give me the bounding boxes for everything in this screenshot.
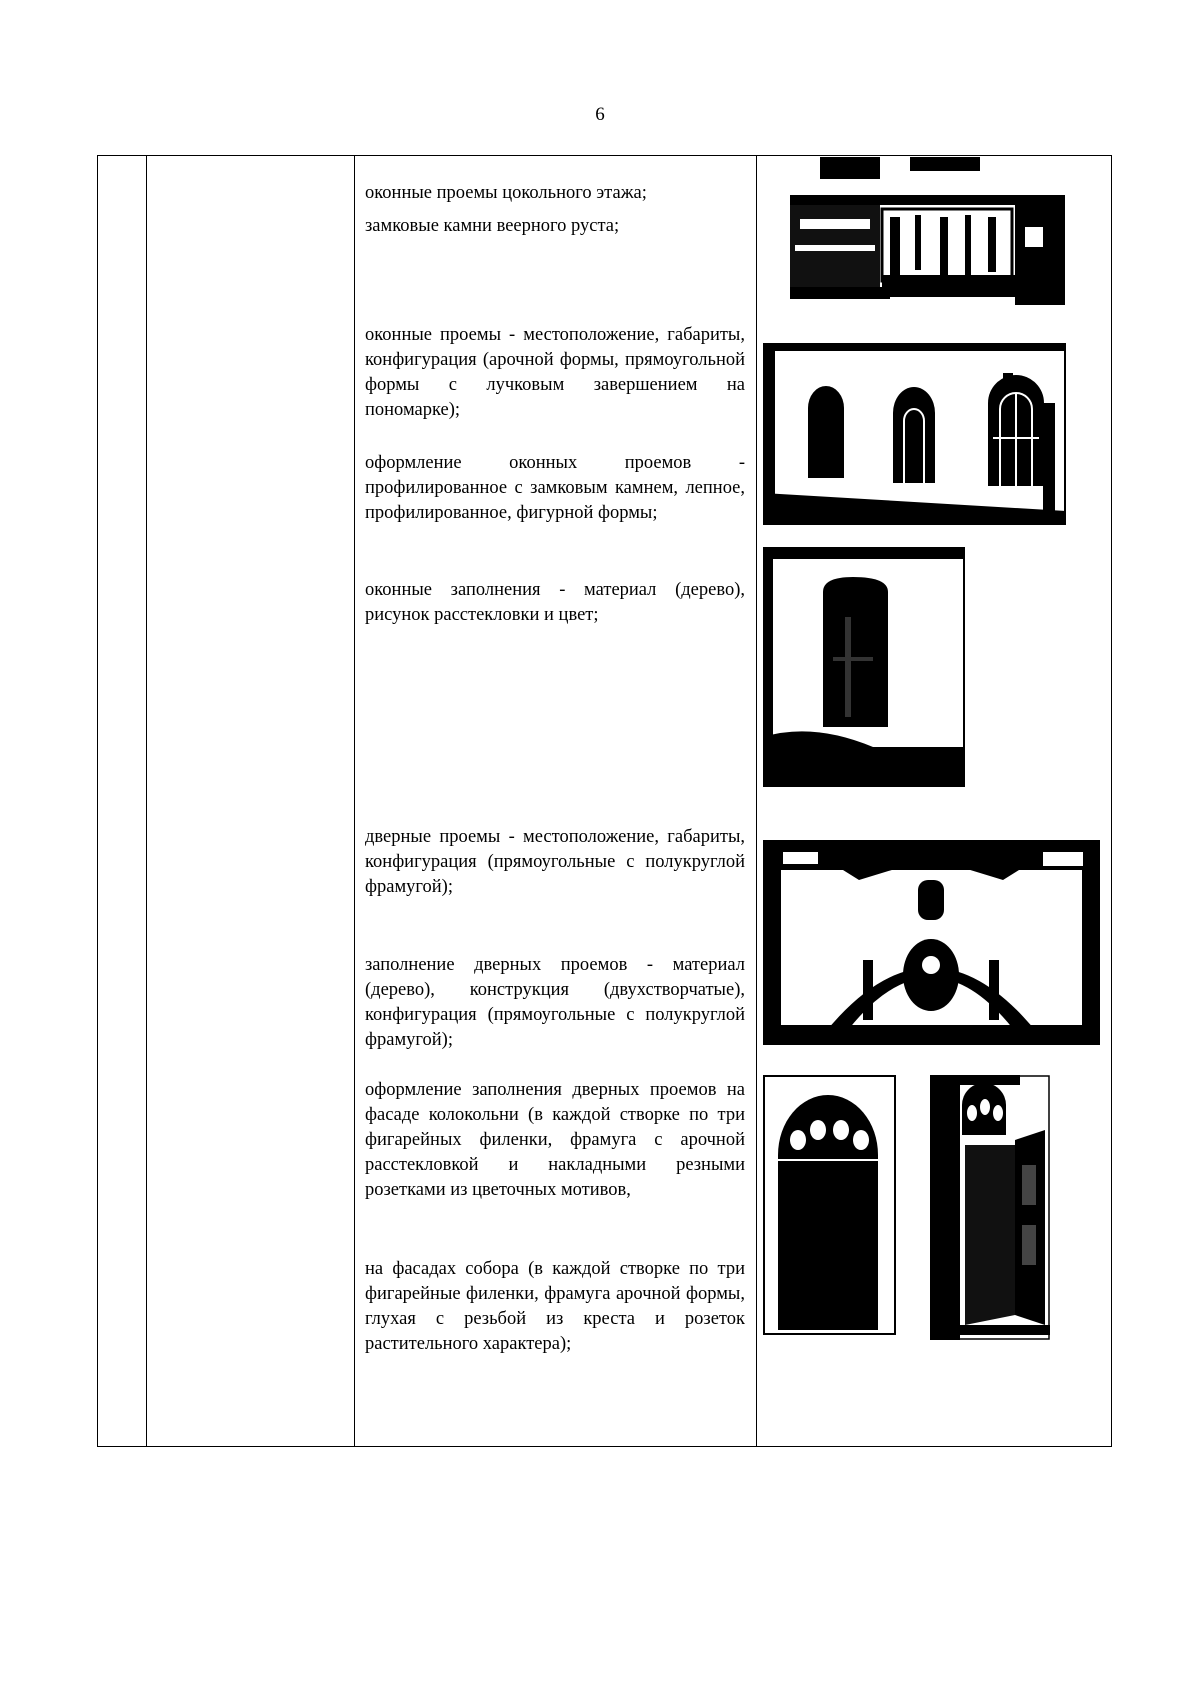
arched-door-photo — [763, 1075, 896, 1335]
text-window-decoration: оформление оконных проемов - профилированное с замковым камнем, лепное, профилированное, фигурной формы; — [365, 453, 745, 523]
text-door-fillings: заполнение дверных проемов - материал (дерево), конструкция (двухстворчатые), конфигурация (прямоугольные с полукруглой фрамугой); — [365, 955, 745, 1050]
column-divider-3 — [756, 156, 757, 1446]
text-basement-windows: оконные проемы цокольного этажа; — [365, 183, 647, 203]
text-window-openings: оконные проемы - местоположение, габариты, конфигурация (арочной формы, прямоугольной формы с лучковым завершением на пономарке); — [365, 325, 745, 420]
single-window-photo — [763, 547, 965, 787]
page-number: 6 — [595, 104, 605, 125]
column-divider-2 — [354, 156, 355, 1446]
text-door-decoration-bell-tower: оформление заполнения дверных проемов на фасаде колокольни (в каждой створке по три фигарейных филенки, фрамуга с арочной расстекловкой и накладными резными розетками из цветочных мотивов, — [365, 1080, 745, 1200]
text-door-openings: дверные проемы - местоположение, габариты, конфигурация (прямоугольные с полукруглой фрамугой); — [365, 827, 745, 897]
portal-pediment-photo — [763, 840, 1100, 1045]
text-keystones: замковые камни веерного руста; — [365, 216, 620, 236]
text-door-decoration-cathedral: на фасадах собора (в каждой створке по три фигарейные филенки, фрамуга арочной формы, глухая с резьбой из креста и розеток растительного характера); — [365, 1259, 745, 1354]
arched-windows-photo — [763, 343, 1066, 525]
open-door-photo — [930, 1075, 1050, 1340]
basement-window-photo — [790, 157, 1065, 305]
column-divider-1 — [146, 156, 147, 1446]
text-window-fillings: оконные заполнения - материал (дерево), рисунок расстекловки и цвет; — [365, 580, 745, 625]
